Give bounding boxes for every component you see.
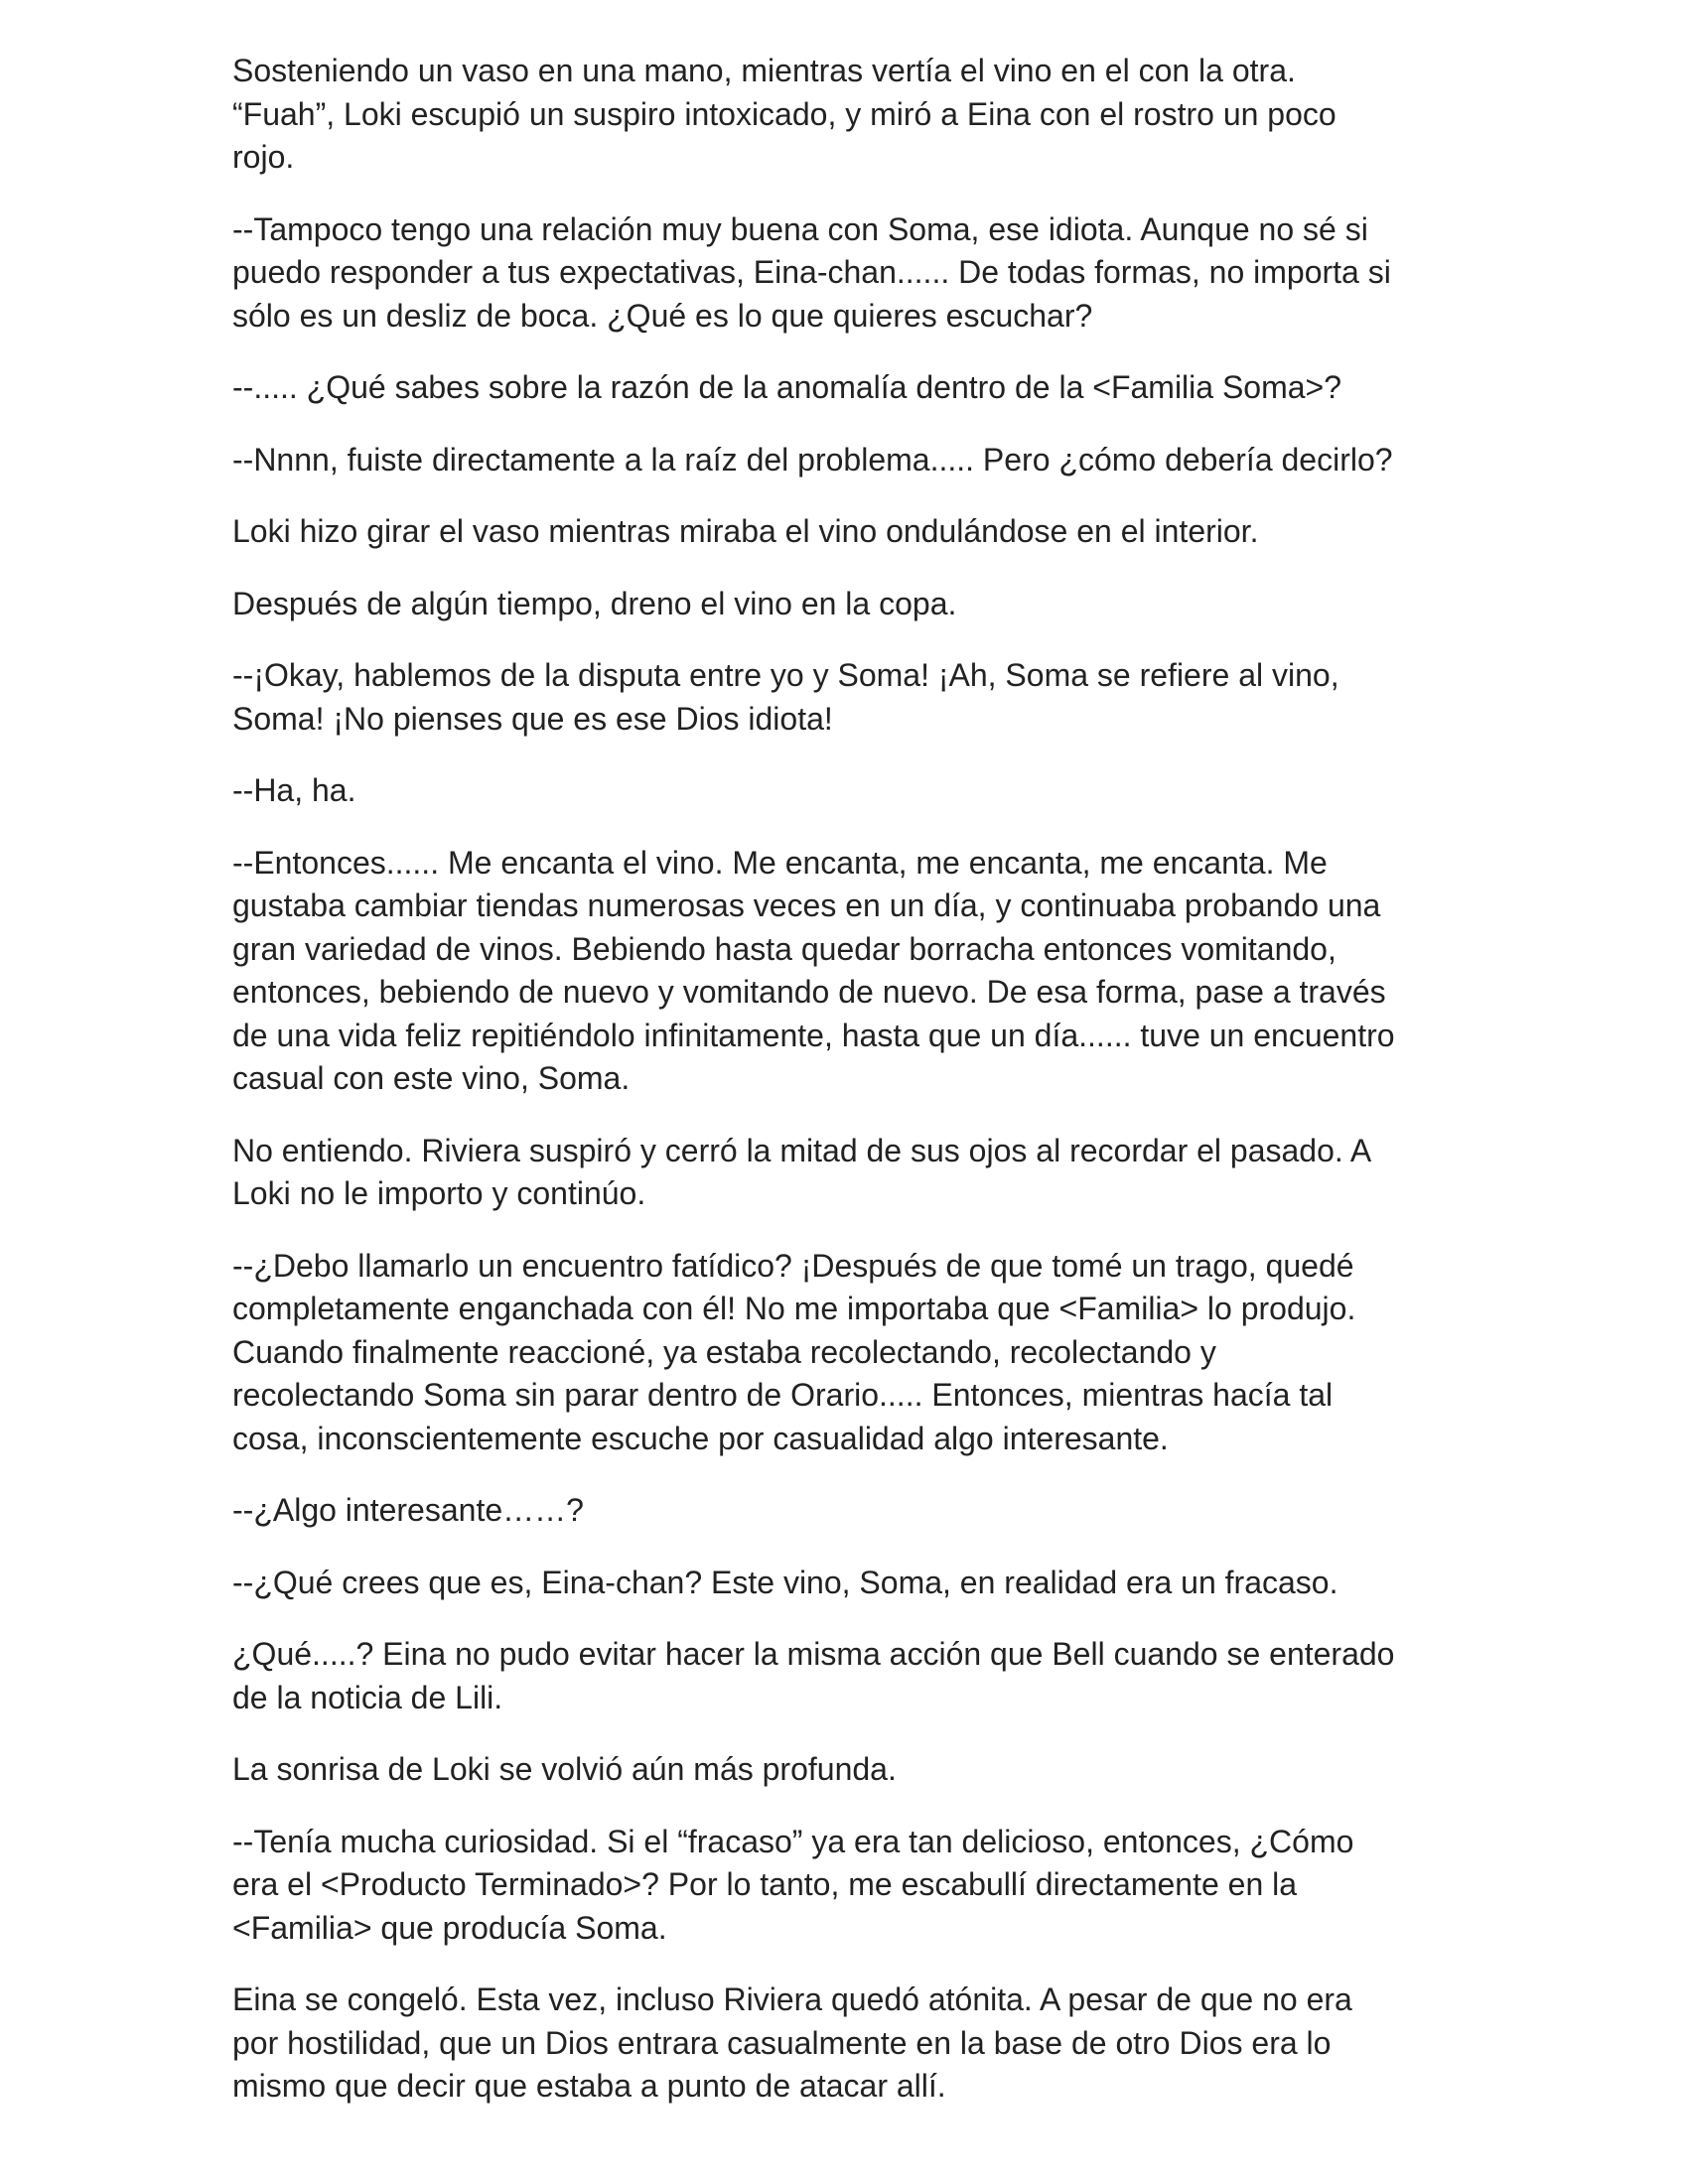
- paragraph: Eina se congeló. Esta vez, incluso Riviera quedó atónita. A pesar de que no era por hostilidad, que un Dios entrara casualmente en la base de otro Dios era lo mismo que decir que estaba a punto de atacar allí.: [232, 1981, 1352, 2104]
- paragraph: Después de algún tiempo, dreno el vino en la copa.: [232, 585, 957, 621]
- paragraph: --¿Qué crees que es, Eina-chan? Este vino, Soma, en realidad era un fracaso.: [232, 1564, 1338, 1600]
- paragraph: --¡Okay, hablemos de la disputa entre yo y Soma! ¡Ah, Soma se refiere al vino, Soma! ¡No pienses que es ese Dios idiota!: [232, 657, 1339, 737]
- paragraph: Loki hizo girar el vaso mientras miraba el vino ondulándose en el interior.: [232, 513, 1259, 549]
- paragraph: --Nnnn, fuiste directamente a la raíz del problema..... Pero ¿cómo debería decirlo?: [232, 441, 1393, 478]
- paragraph: --¿Algo interesante……?: [232, 1492, 584, 1528]
- paragraph: --Entonces...... Me encanta el vino. Me encanta, me encanta, me encanta. Me gustaba cambiar tiendas numerosas veces en un día, y continuaba probando una gran variedad de vinos. Bebiendo hasta quedar borracha entonces vomitando, entonces, bebiendo de nuevo y vomitando de nuevo. De esa forma, pase a través de una vida feliz repitiéndolo infinitamente, hasta que un día...... tuve un encuentro casual con este vino, Soma.: [232, 844, 1395, 1096]
- paragraph: --Ha, ha.: [232, 772, 356, 808]
- paragraph: --Tenía mucha curiosidad. Si el “fracaso” ya era tan delicioso, entonces, ¿Cómo era el <Producto Terminado>? Por lo tanto, me escabullí directamente en la <Familia> que producía Soma.: [232, 1823, 1354, 1946]
- document-page: [232, 50, 1456, 2137]
- paragraph: No entiendo. Riviera suspiró y cerró la mitad de sus ojos al recordar el pasado. A Loki no le importo y continúo.: [232, 1132, 1372, 1211]
- paragraph: --..... ¿Qué sabes sobre la razón de la anomalía dentro de la <Familia Soma>?: [232, 369, 1342, 405]
- paragraph: --Tampoco tengo una relación muy buena con Soma, ese idiota. Aunque no sé si puedo responder a tus expectativas, Eina-chan...... De todas formas, no importa si sólo es un desliz de boca. ¿Qué es lo que quieres escuchar?: [232, 210, 1391, 334]
- paragraph: Sosteniendo un vaso en una mano, mientras vertía el vino en el con la otra. “Fuah”, Loki escupió un suspiro intoxicado, y miró a Eina con el rostro un poco rojo.: [232, 53, 1336, 175]
- paragraph: La sonrisa de Loki se volvió aún más profunda.: [232, 1751, 897, 1787]
- paragraph: ¿Qué.....? Eina no pudo evitar hacer la misma acción que Bell cuando se enterado de la noticia de Lili.: [232, 1636, 1395, 1715]
- paragraph: --¿Debo llamarlo un encuentro fatídico? ¡Después de que tomé un trago, quedé completamente enganchada con él! No me importaba que <Familia> lo produjo. Cuando finalmente reaccioné, ya estaba recolectando, recolectando y recolectando Soma sin parar dentro de Orario..... Entonces, mientras hacía tal cosa, inconscientemente escuche por casualidad algo interesante.: [232, 1247, 1356, 1456]
